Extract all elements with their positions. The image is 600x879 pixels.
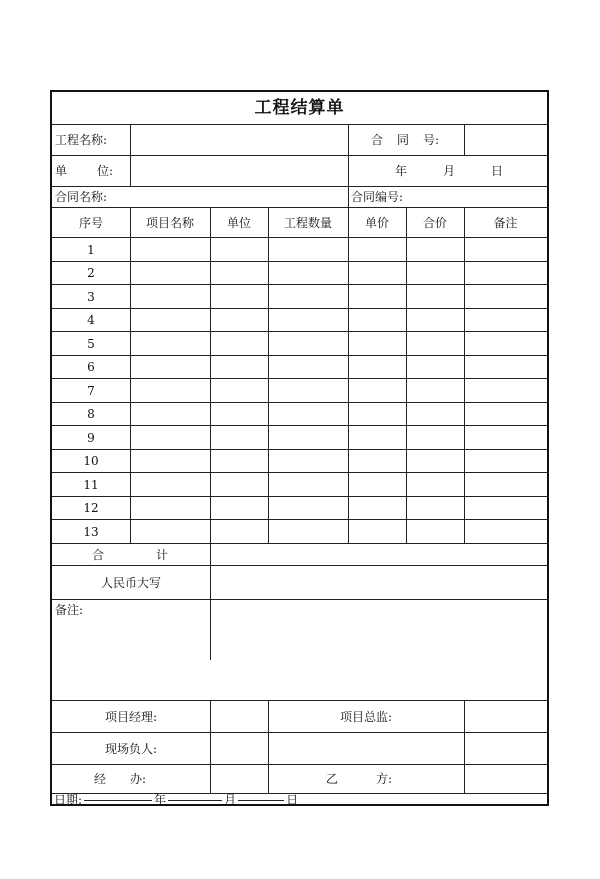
site-person-field[interactable]	[210, 733, 268, 764]
col-divider	[464, 124, 465, 155]
contract-number-label	[348, 125, 464, 155]
settlement-form	[50, 90, 549, 806]
sum-label	[52, 544, 210, 565]
header-date[interactable]	[348, 156, 547, 186]
col-header-unit: 单位	[226, 215, 251, 230]
col-divider	[268, 700, 269, 793]
rmb-uppercase-label: 人民币大写	[100, 575, 161, 590]
contract-name-label[interactable]: 合同名称:	[55, 190, 108, 204]
header-date-month: 月	[443, 164, 456, 178]
footer-date-label: 日期:	[54, 793, 83, 807]
col-divider	[130, 207, 131, 543]
col-divider	[348, 124, 349, 208]
row-index: 1	[87, 242, 95, 257]
footer-date-blank	[168, 799, 222, 801]
row-index: 11	[83, 477, 99, 492]
header-date-year: 年	[395, 164, 408, 178]
col-divider	[464, 700, 465, 793]
row-index: 4	[87, 313, 95, 327]
row-index: 10	[83, 454, 99, 468]
row-index: 6	[87, 360, 95, 374]
col-header-total-price: 合价	[422, 215, 447, 230]
sum-label-a: 合	[92, 547, 105, 562]
handler-field[interactable]	[210, 765, 268, 793]
sum-label-b: 计	[156, 547, 169, 562]
contract-number-field[interactable]	[464, 125, 547, 155]
unit-label-b: 位:	[97, 164, 114, 178]
col-header-unit-price: 单价	[364, 215, 389, 230]
party-b-label-b: 方:	[376, 772, 393, 786]
row-index: 8	[87, 407, 95, 421]
footer-date[interactable]	[52, 794, 547, 806]
sum-field[interactable]	[210, 544, 547, 565]
row-index: 9	[87, 430, 95, 445]
unit-label	[52, 156, 130, 186]
contract-code-label[interactable]: 合同编号:	[351, 190, 404, 204]
rmb-uppercase-field[interactable]	[210, 566, 547, 599]
site-person-extra-field[interactable]	[268, 733, 464, 764]
row-index: 5	[87, 336, 95, 351]
row-index: 3	[87, 289, 95, 304]
site-person-label: 现场负人:	[104, 741, 158, 756]
form-title: 工程结算单	[254, 97, 345, 118]
col-header-quantity: 工程数量	[283, 215, 332, 230]
chief-supervisor-label: 项目总监:	[339, 709, 393, 724]
col-divider	[130, 124, 131, 186]
col-divider	[268, 207, 269, 543]
col-divider	[210, 207, 211, 543]
project-manager-field[interactable]	[210, 701, 268, 732]
remarks-field[interactable]	[52, 620, 547, 700]
footer-date-blank	[84, 799, 152, 801]
chief-supervisor-field[interactable]	[464, 701, 547, 732]
site-person-extra-field-2[interactable]	[464, 733, 547, 764]
handler-label-a: 经	[94, 772, 107, 786]
handler-label-b: 办:	[130, 772, 147, 786]
footer-date-month: 月	[224, 793, 237, 807]
row-index: 12	[83, 501, 99, 515]
unit-label-a: 单	[55, 164, 68, 178]
header-date-day: 日	[491, 164, 504, 178]
row-index: 13	[83, 524, 99, 539]
contract-number-label-b: 同	[397, 133, 410, 147]
row-index: 7	[87, 383, 95, 398]
remarks-label: 备注:	[55, 603, 84, 617]
footer-date-blank	[238, 799, 284, 801]
party-b-field[interactable]	[464, 765, 547, 793]
unit-field[interactable]	[130, 156, 348, 186]
project-name-field[interactable]	[130, 125, 348, 155]
col-divider	[464, 207, 465, 543]
footer-date-day: 日	[286, 793, 299, 807]
contract-number-label-a: 合	[371, 133, 384, 147]
project-manager-label: 项目经理:	[104, 709, 158, 724]
col-header-index: 序号	[78, 215, 103, 230]
col-divider	[348, 207, 349, 543]
party-b-label	[268, 765, 464, 793]
col-header-item-name: 项目名称	[145, 215, 194, 230]
col-divider	[210, 700, 211, 793]
col-divider	[406, 207, 407, 543]
party-b-label-a: 乙	[326, 772, 339, 786]
project-name-label: 工程名称:	[55, 133, 108, 147]
footer-date-year: 年	[154, 793, 167, 807]
contract-number-label-c: 号:	[423, 133, 440, 147]
handler-label	[52, 765, 210, 793]
row-index: 2	[87, 266, 95, 280]
col-header-remarks: 备注	[493, 215, 518, 230]
